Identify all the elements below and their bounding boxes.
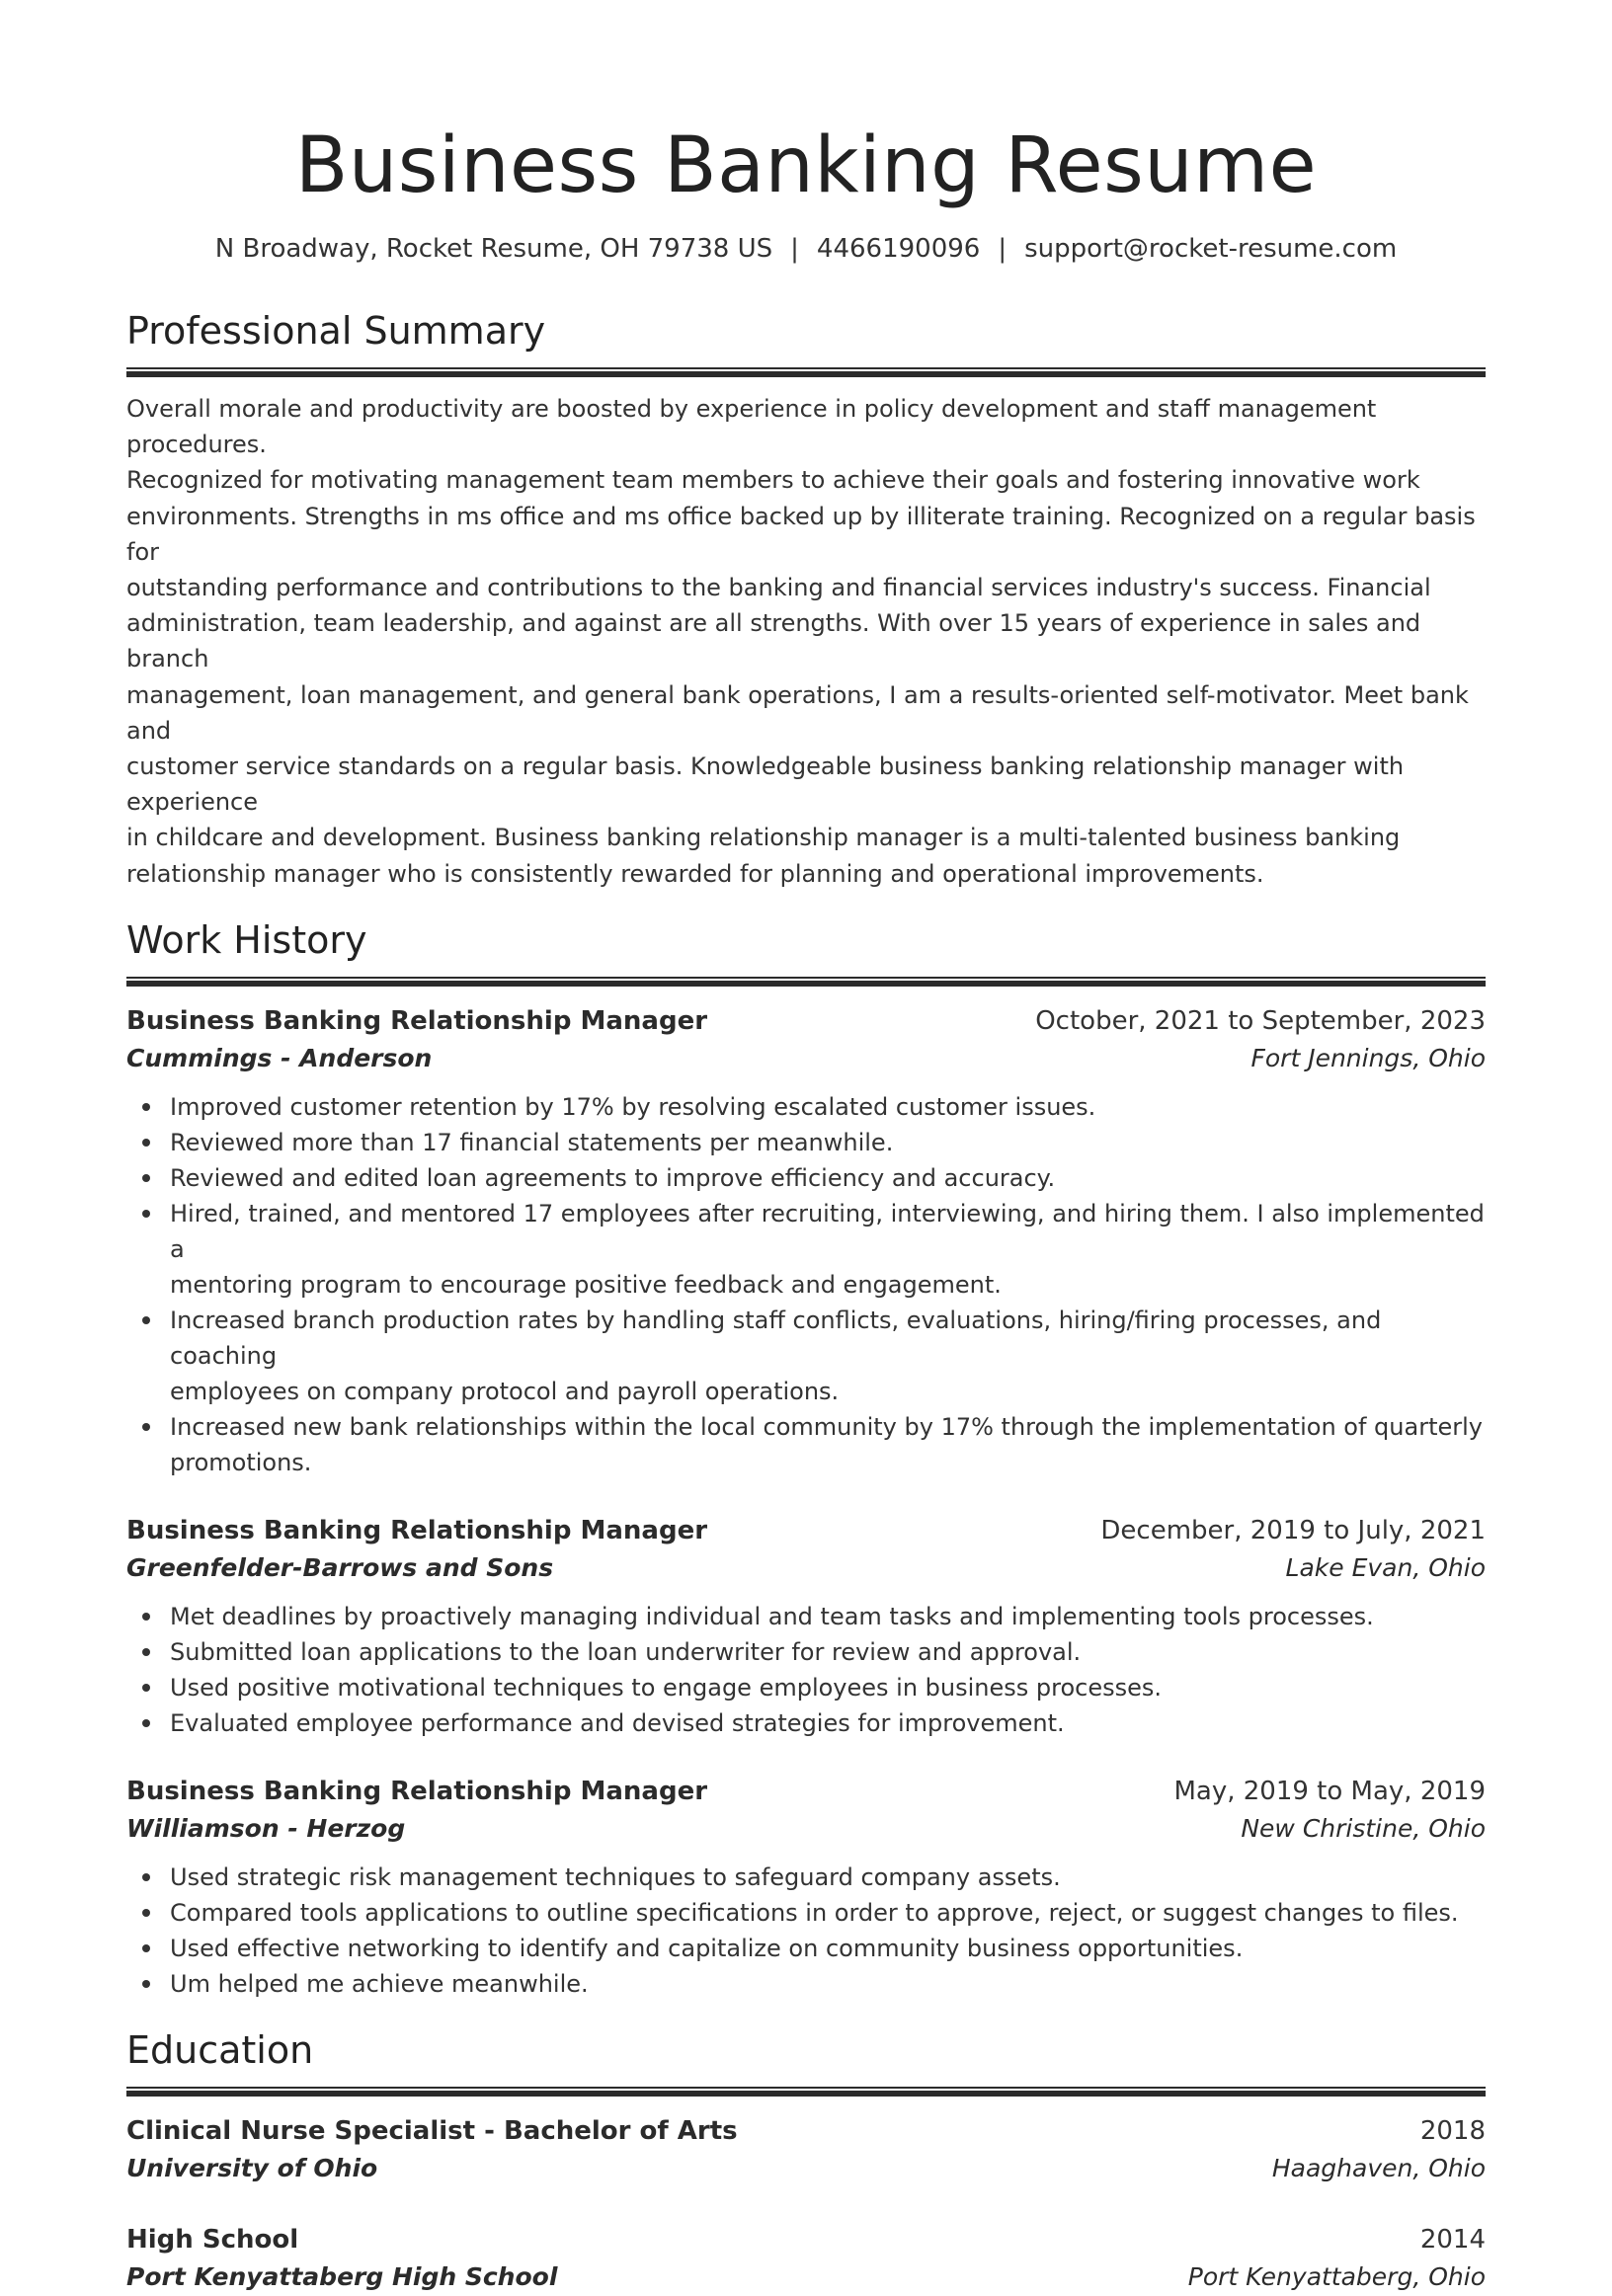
bullet-line: Increased branch production rates by handling staff conflicts, evaluations, hiring/firing processes, and coaching [170, 1306, 1382, 1370]
contact-separator: | [998, 234, 1008, 264]
list-item [126, 1670, 1486, 1705]
bullet-line: Reviewed more than 17 financial statements per meanwhile. [170, 1128, 894, 1156]
contact-address: N Broadway, Rocket Resume, OH 79738 US [214, 234, 773, 264]
list-item [126, 1860, 1486, 1895]
bullet-line: Used positive motivational techniques to engage employees in business processes. [170, 1673, 1163, 1702]
bullet-line: Improved customer retention by 17% by resolving escalated customer issues. [170, 1092, 1096, 1121]
job-title: Business Banking Relationship Manager [126, 1005, 708, 1036]
summary-line: Overall morale and productivity are boosted by experience in policy development and staff management procedures. [126, 395, 1377, 459]
work-heading: Work History [126, 917, 367, 962]
section-divider [126, 977, 1486, 987]
summary-line: Recognized for motivating management team members to achieve their goals and fostering innovative work [126, 466, 1420, 495]
list-item [126, 1160, 1486, 1196]
list-item [126, 1705, 1486, 1741]
education-entry [126, 2112, 1486, 2187]
contact-phone: 4466190096 [816, 234, 981, 264]
job-dates: December, 2019 to July, 2021 [1100, 1515, 1486, 1545]
job-dates: October, 2021 to September, 2023 [1035, 1005, 1486, 1036]
education-subheader [126, 2150, 1486, 2187]
job-entry [126, 1773, 1486, 2002]
job-title: Business Banking Relationship Manager [126, 1776, 708, 1806]
bullet-line: Used effective networking to identify and capitalize on community business opportunities. [170, 1934, 1244, 1962]
list-item [126, 1966, 1486, 2002]
job-subheader [126, 1549, 1486, 1587]
bullet-line: employees on company protocol and payroll operations. [170, 1377, 840, 1405]
job-subheader [126, 1810, 1486, 1848]
contact-line [126, 231, 1486, 267]
education-header [126, 2112, 1486, 2150]
bullet-line: Reviewed and edited loan agreements to improve efficiency and accuracy. [170, 1163, 1056, 1192]
summary-line: management, loan management, and general bank operations, I am a results-oriented self-motivator. Meet bank and [126, 680, 1469, 745]
education-location: Port Kenyattaberg, Ohio [1187, 2261, 1486, 2291]
job-dates: May, 2019 to May, 2019 [1173, 1776, 1486, 1806]
list-item [126, 1634, 1486, 1670]
resume-title: Business Banking Resume [294, 121, 1318, 210]
list-item [126, 1125, 1486, 1160]
bullet-line: Used strategic risk management techniques to safeguard company assets. [170, 1862, 1061, 1891]
education-degree: Clinical Nurse Specialist - Bachelor of Arts [126, 2115, 738, 2146]
bullet-line: Evaluated employee performance and devised strategies for improvement. [170, 1708, 1065, 1737]
summary-line: environments. Strengths in ms office and ms office backed up by illiterate training. Recognized on a regular basis for [126, 502, 1476, 566]
job-location: New Christine, Ohio [1241, 1813, 1486, 1843]
education-heading: Education [126, 2027, 314, 2072]
bullet-line: Hired, trained, and mentored 17 employees after recruiting, interviewing, and hiring them. I also implemented a [170, 1199, 1485, 1263]
education-year: 2014 [1419, 2224, 1486, 2255]
job-header [126, 1512, 1486, 1549]
job-entry [126, 1002, 1486, 1480]
section-divider [126, 367, 1486, 377]
education-location: Haaghaven, Ohio [1271, 2153, 1486, 2182]
bullet-line: Compared tools applications to outline specifications in order to approve, reject, or suggest changes to files. [170, 1898, 1459, 1927]
list-item [126, 1931, 1486, 1966]
bullet-line: Submitted loan applications to the loan underwriter for review and approval. [170, 1637, 1082, 1666]
list-item [126, 1599, 1486, 1634]
summary-line: administration, team leadership, and against are all strengths. With over 15 years of experience in sales and branch [126, 609, 1421, 673]
education-degree: High School [126, 2224, 299, 2255]
job-company: Williamson - Herzog [126, 1813, 406, 1843]
job-bullets [126, 1599, 1486, 1741]
summary-line: in childcare and development. Business banking relationship manager is a multi-talented business banking [126, 824, 1401, 852]
job-location: Fort Jennings, Ohio [1250, 1043, 1486, 1072]
list-item [126, 1303, 1486, 1409]
summary-section [126, 306, 1486, 892]
bullet-line: promotions. [170, 1448, 312, 1476]
job-bullets [126, 1089, 1486, 1480]
summary-line: relationship manager who is consistently rewarded for planning and operational improvements. [126, 859, 1264, 888]
education-subheader [126, 2258, 1486, 2296]
education-entry [126, 2221, 1486, 2296]
contact-separator: | [790, 234, 799, 264]
job-company: Cummings - Anderson [126, 1043, 433, 1072]
bullet-line: Met deadlines by proactively managing individual and team tasks and implementing tools processes. [170, 1602, 1374, 1630]
bullet-line: mentoring program to encourage positive feedback and engagement. [170, 1270, 1002, 1299]
education-school: University of Ohio [126, 2153, 378, 2182]
list-item [126, 1089, 1486, 1125]
summary-line: customer service standards on a regular basis. Knowledgeable business banking relationship manager with experience [126, 752, 1405, 817]
list-item [126, 1196, 1486, 1303]
job-company: Greenfelder-Barrows and Sons [126, 1552, 554, 1582]
job-header [126, 1773, 1486, 1810]
section-divider [126, 2087, 1486, 2097]
job-subheader [126, 1040, 1486, 1077]
education-school: Port Kenyattaberg High School [126, 2261, 558, 2291]
education-section [126, 2025, 1486, 2296]
job-header [126, 1002, 1486, 1040]
job-title: Business Banking Relationship Manager [126, 1515, 708, 1545]
summary-heading: Professional Summary [126, 309, 546, 353]
work-section [126, 915, 1486, 2002]
list-item [126, 1895, 1486, 1931]
job-location: Lake Evan, Ohio [1285, 1552, 1486, 1582]
job-bullets [126, 1860, 1486, 2002]
summary-line: outstanding performance and contributions to the banking and financial services industry's success. Financial [126, 574, 1431, 602]
summary-text [126, 391, 1486, 892]
bullet-line: Um helped me achieve meanwhile. [170, 1969, 589, 1998]
education-year: 2018 [1419, 2115, 1486, 2146]
contact-email: support@rocket-resume.com [1024, 234, 1398, 264]
list-item [126, 1409, 1486, 1480]
bullet-line: Increased new bank relationships within the local community by 17% through the implementation of quarterly [170, 1412, 1483, 1441]
education-header [126, 2221, 1486, 2258]
job-entry [126, 1512, 1486, 1741]
